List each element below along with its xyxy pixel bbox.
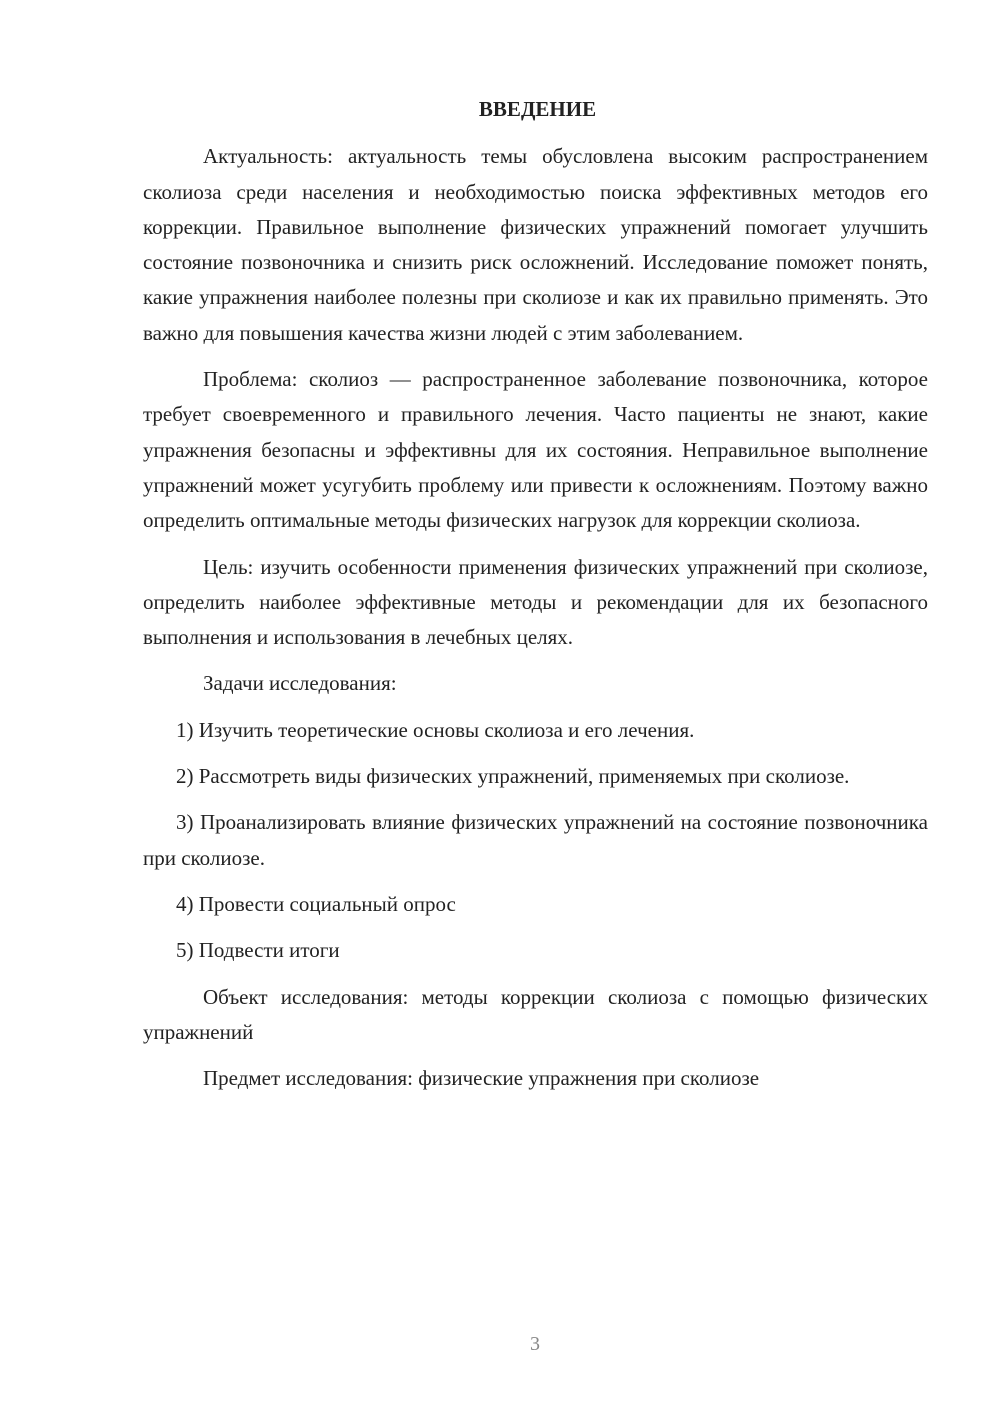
page-content (143, 92, 928, 1107)
task-item: 3) Проанализировать влияние физических упражнений на состояние позвоночника при сколиозе. (143, 810, 928, 870)
paragraph-goal: Цель: изучить особенности применения физических упражнений при сколиозе, определить наиболее эффективные методы и рекомендации для их безопасного выполнения и использования в лечебных целях. (143, 554, 928, 650)
task-item: 1) Изучить теоретические основы сколиоза и его лечения. (176, 717, 695, 742)
paragraph-relevance: Актуальность: актуальность темы обусловлена высоким распространением сколиоза среди населения и необходимостью поиска эффективных методов его коррекции. Правильное выполнение физических упражнений помогает улучшить состояние позвоночника и снизить риск осложнений. Исследование поможет понять, какие упражнения наиболее полезны при сколиозе и как их правильно применять. Это важно для повышения качества жизни людей с этим заболеванием. (143, 144, 928, 345)
paragraph-object: Объект исследования: методы коррекции сколиоза с помощью физических упражнений (143, 984, 928, 1044)
paragraph-subject: Предмет исследования: физические упражнения при сколиозе (203, 1066, 760, 1091)
task-item: 4) Провести социальный опрос (176, 891, 456, 916)
task-item: 5) Подвести итоги (176, 938, 340, 963)
page-number: 3 (530, 1333, 540, 1355)
section-heading: ВВЕДЕНИЕ (478, 97, 597, 121)
tasks-label: Задачи исследования: (203, 671, 397, 696)
task-item: 2) Рассмотреть виды физических упражнений, применяемых при сколиозе. (176, 764, 850, 789)
paragraph-problem: Проблема: сколиоз — распространенное заболевание позвоночника, которое требует своевременного и правильного лечения. Часто пациенты не знают, какие упражнения безопасны и эффективны для их состояния. Неправильное выполнение упражнений может усугубить проблему или привести к осложнениям. Поэтому важно определить оптимальные методы физических нагрузок для коррекции сколиоза. (143, 367, 928, 533)
